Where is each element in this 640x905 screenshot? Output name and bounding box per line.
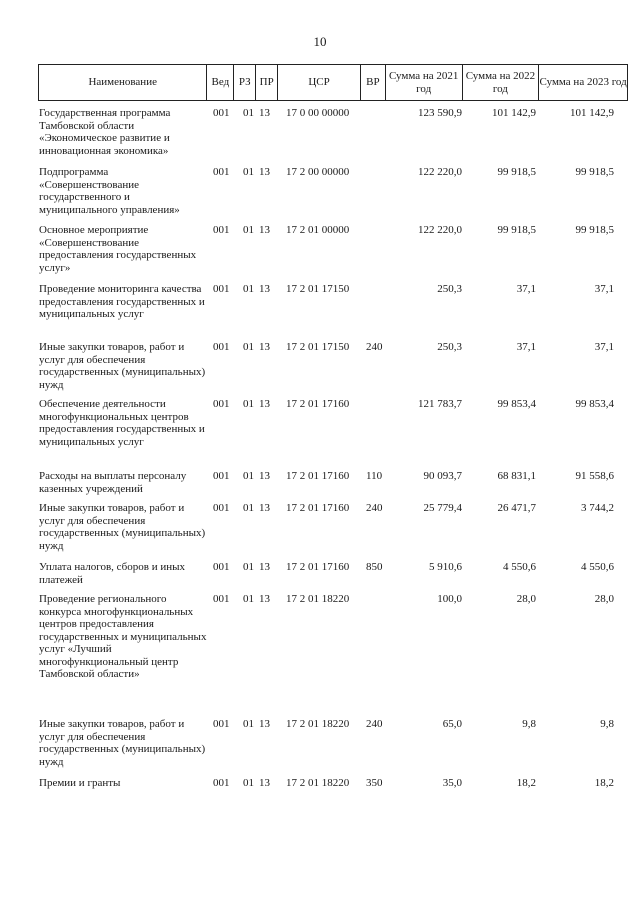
- row-sum-2022: 18,2: [516, 777, 536, 789]
- row-sum-2022: 101 142,9: [492, 107, 536, 119]
- row-ved: 001: [213, 718, 230, 730]
- row-pr: 13: [259, 502, 270, 514]
- row-rz: 01: [243, 166, 254, 178]
- row-name: Иные закупки товаров, работ и услуг для обеспечения государственных (муниципальных) нужд: [39, 718, 206, 768]
- row-sum-2023: 18,2: [594, 777, 614, 789]
- row-pr: 13: [259, 398, 270, 410]
- row-csr: 17 2 01 00000: [286, 224, 350, 236]
- row-vr: 240: [366, 502, 383, 514]
- header-pr: ПР: [256, 65, 278, 100]
- row-vr: 240: [366, 341, 383, 353]
- row-sum-2022: 68 831,1: [497, 470, 536, 482]
- row-sum-2023: 101 142,9: [570, 107, 614, 119]
- row-name: Государственная программа Тамбовской области «Экономическое развитие и инновационная экономика»: [39, 107, 171, 157]
- row-sum-2021: 100,0: [437, 593, 462, 605]
- row-csr: 17 2 01 18220: [286, 718, 350, 730]
- row-sum-2021: 121 783,7: [418, 398, 462, 410]
- row-ved: 001: [213, 593, 230, 605]
- row-sum-2021: 5 910,6: [429, 561, 462, 573]
- row-csr: 17 0 00 00000: [286, 107, 350, 119]
- row-ved: 001: [213, 470, 230, 482]
- row-csr: 17 2 01 17160: [286, 561, 350, 573]
- row-rz: 01: [243, 398, 254, 410]
- row-sum-2022: 26 471,7: [497, 502, 536, 514]
- row-ved: 001: [213, 777, 230, 789]
- row-name: Иные закупки товаров, работ и услуг для обеспечения государственных (муниципальных) нужд: [39, 502, 206, 552]
- header-sum-2021: Сумма на 2021 год: [386, 65, 463, 100]
- page-number: 10: [313, 34, 327, 49]
- row-rz: 01: [243, 561, 254, 573]
- row-rz: 01: [243, 107, 254, 119]
- row-rz: 01: [243, 341, 254, 353]
- row-ved: 001: [213, 166, 230, 178]
- header-sum-2023: Сумма на 2023 год: [539, 76, 627, 88]
- row-sum-2021: 122 220,0: [418, 224, 462, 236]
- row-sum-2021: 250,3: [437, 341, 462, 353]
- row-pr: 13: [259, 166, 270, 178]
- row-name: Проведение мониторинга качества предоставления государственных и муниципальных услуг: [39, 283, 205, 320]
- row-vr: 350: [366, 777, 383, 789]
- row-sum-2022: 99 918,5: [497, 166, 536, 178]
- row-rz: 01: [243, 283, 254, 295]
- row-sum-2021: 122 220,0: [418, 166, 462, 178]
- row-csr: 17 2 01 17150: [286, 283, 350, 295]
- row-ved: 001: [213, 224, 230, 236]
- row-pr: 13: [259, 107, 270, 119]
- row-sum-2022: 37,1: [516, 283, 536, 295]
- row-sum-2023: 4 550,6: [581, 561, 614, 573]
- row-sum-2022: 99 918,5: [497, 224, 536, 236]
- header-vr: ВР: [361, 65, 386, 100]
- header-sum-2022: Сумма на 2022 год: [463, 65, 540, 100]
- row-sum-2021: 90 093,7: [423, 470, 462, 482]
- row-rz: 01: [243, 593, 254, 605]
- row-name: Премии и гранты: [39, 777, 121, 789]
- row-ved: 001: [213, 107, 230, 119]
- row-sum-2023: 28,0: [594, 593, 614, 605]
- table-header: [38, 64, 628, 101]
- row-rz: 01: [243, 224, 254, 236]
- row-sum-2021: 25 779,4: [423, 502, 462, 514]
- row-rz: 01: [243, 777, 254, 789]
- row-csr: 17 2 01 17150: [286, 341, 350, 353]
- row-pr: 13: [259, 561, 270, 573]
- row-ved: 001: [213, 561, 230, 573]
- row-sum-2022: 9,8: [522, 718, 536, 730]
- row-ved: 001: [213, 502, 230, 514]
- row-sum-2023: 3 744,2: [581, 502, 614, 514]
- row-csr: 17 2 00 00000: [286, 166, 350, 178]
- row-pr: 13: [259, 224, 270, 236]
- row-sum-2022: 28,0: [516, 593, 536, 605]
- row-vr: 850: [366, 561, 383, 573]
- row-sum-2021: 123 590,9: [418, 107, 462, 119]
- row-sum-2023: 91 558,6: [575, 470, 614, 482]
- row-pr: 13: [259, 718, 270, 730]
- row-name: Подпрограмма «Совершенствование государственного и муниципального управления»: [39, 166, 180, 216]
- row-pr: 13: [259, 470, 270, 482]
- row-pr: 13: [259, 777, 270, 789]
- row-vr: 240: [366, 718, 383, 730]
- row-pr: 13: [259, 341, 270, 353]
- row-ved: 001: [213, 283, 230, 295]
- row-sum-2023: 37,1: [594, 283, 614, 295]
- row-name: Основное мероприятие «Совершенствование предоставления государственных услуг»: [39, 224, 197, 274]
- row-name: Проведение регионального конкурса многофункциональных центров предоставления государственных и муниципальных услуг «Лучший многофункциональный центр Тамбовской области»: [39, 593, 207, 680]
- row-sum-2023: 99 918,5: [575, 224, 614, 236]
- header-name: Наименование: [39, 65, 207, 100]
- row-csr: 17 2 01 17160: [286, 470, 350, 482]
- row-ved: 001: [213, 341, 230, 353]
- row-pr: 13: [259, 593, 270, 605]
- row-sum-2021: 35,0: [442, 777, 462, 789]
- header-rz: РЗ: [234, 65, 256, 100]
- row-name: Иные закупки товаров, работ и услуг для обеспечения государственных (муниципальных) нужд: [39, 341, 206, 391]
- row-ved: 001: [213, 398, 230, 410]
- row-rz: 01: [243, 718, 254, 730]
- row-csr: 17 2 01 18220: [286, 777, 350, 789]
- row-csr: 17 2 01 17160: [286, 502, 350, 514]
- row-sum-2023: 9,8: [600, 718, 614, 730]
- header-csr: ЦСР: [278, 65, 361, 100]
- row-sum-2023: 99 918,5: [575, 166, 614, 178]
- row-sum-2022: 37,1: [516, 341, 536, 353]
- row-csr: 17 2 01 18220: [286, 593, 350, 605]
- row-name: Уплата налогов, сборов и иных платежей: [39, 561, 186, 586]
- row-sum-2023: 37,1: [594, 341, 614, 353]
- row-vr: 110: [366, 470, 383, 482]
- row-name: Расходы на выплаты персоналу казенных учреждений: [39, 470, 187, 495]
- row-sum-2022: 99 853,4: [497, 398, 536, 410]
- row-sum-2022: 4 550,6: [503, 561, 536, 573]
- row-rz: 01: [243, 502, 254, 514]
- row-name: Обеспечение деятельности многофункциональных центров предоставления государственных и муниципальных услуг: [39, 398, 205, 448]
- row-pr: 13: [259, 283, 270, 295]
- row-sum-2021: 250,3: [437, 283, 462, 295]
- row-sum-2021: 65,0: [442, 718, 462, 730]
- row-csr: 17 2 01 17160: [286, 398, 350, 410]
- row-rz: 01: [243, 470, 254, 482]
- row-sum-2023: 99 853,4: [575, 398, 614, 410]
- header-ved: Вед: [207, 65, 234, 100]
